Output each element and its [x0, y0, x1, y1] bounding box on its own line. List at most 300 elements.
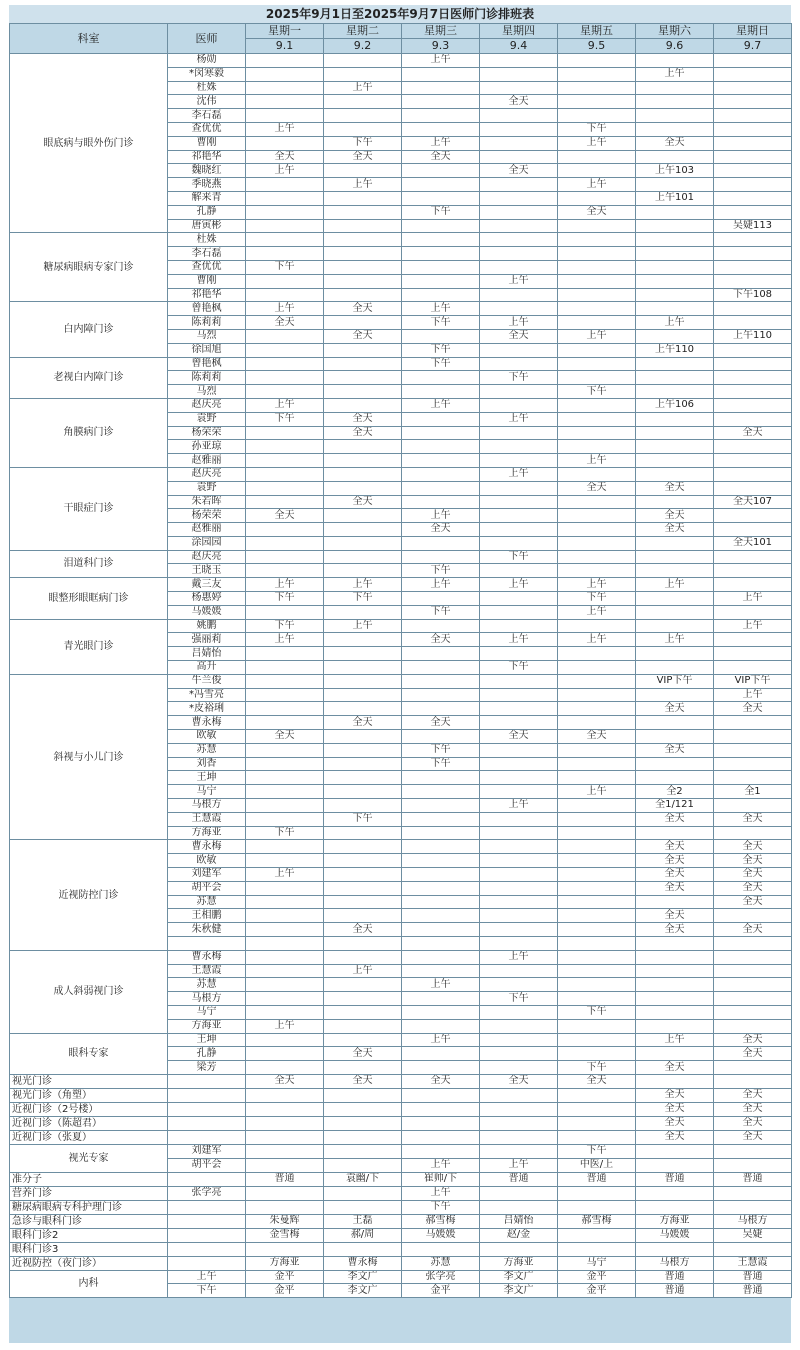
- schedule-cell: 全天: [324, 329, 402, 343]
- schedule-cell: [558, 274, 636, 288]
- doctor-cell: 梁芳: [168, 1061, 246, 1075]
- schedule-cell: 全天: [324, 923, 402, 937]
- schedule-cell: [558, 564, 636, 578]
- schedule-cell: [558, 343, 636, 357]
- schedule-cell: [714, 302, 792, 316]
- schedule-cell: [636, 992, 714, 1006]
- doctor-cell: [168, 1256, 246, 1270]
- schedule-cell: [714, 122, 792, 136]
- schedule-cell: [636, 1047, 714, 1061]
- schedule-cell: [324, 288, 402, 302]
- schedule-cell: 普通: [714, 1270, 792, 1284]
- date-header: 9.1: [246, 39, 324, 54]
- schedule-cell: [714, 909, 792, 923]
- table-row: [10, 1172, 792, 1186]
- schedule-cell: [246, 799, 324, 813]
- schedule-cell: [636, 1200, 714, 1214]
- schedule-cell: [402, 467, 480, 481]
- schedule-cell: [714, 95, 792, 109]
- schedule-cell: [246, 1033, 324, 1047]
- doctor-cell: 马根方: [168, 799, 246, 813]
- schedule-cell: [558, 260, 636, 274]
- doctor-cell: 王慧霞: [168, 812, 246, 826]
- schedule-cell: 下午108: [714, 288, 792, 302]
- schedule-cell: 下午: [402, 1200, 480, 1214]
- schedule-cell: 全天: [636, 868, 714, 882]
- schedule-cell: 全天: [246, 509, 324, 523]
- table-row: [10, 398, 792, 412]
- schedule-cell: [246, 937, 324, 951]
- schedule-cell: 普通: [636, 1172, 714, 1186]
- schedule-cell: 金平: [558, 1270, 636, 1284]
- schedule-cell: 上午: [636, 1033, 714, 1047]
- schedule-cell: [636, 150, 714, 164]
- doctor-cell: 孔静: [168, 205, 246, 219]
- schedule-cell: 方海亚: [636, 1214, 714, 1228]
- schedule-cell: [480, 247, 558, 261]
- schedule-cell: [714, 316, 792, 330]
- schedule-cell: 上午: [636, 316, 714, 330]
- doctor-cell: [168, 1130, 246, 1144]
- doctor-cell: [168, 1102, 246, 1116]
- dept-cell: 近视门诊（陈超君）: [10, 1116, 168, 1130]
- schedule-cell: [714, 799, 792, 813]
- schedule-cell: 上午: [246, 578, 324, 592]
- schedule-cell: [480, 122, 558, 136]
- schedule-cell: [246, 357, 324, 371]
- schedule-cell: [246, 1144, 324, 1158]
- schedule-cell: [246, 219, 324, 233]
- schedule-cell: [480, 178, 558, 192]
- schedule-cell: 中医/上: [558, 1158, 636, 1172]
- doctor-cell: 查优优: [168, 260, 246, 274]
- header-row-weekdays: [10, 24, 792, 39]
- schedule-cell: [714, 978, 792, 992]
- schedule-cell: [246, 785, 324, 799]
- schedule-cell: [714, 1144, 792, 1158]
- schedule-cell: 下午: [480, 371, 558, 385]
- doctor-cell: 苏慧: [168, 895, 246, 909]
- schedule-cell: [636, 716, 714, 730]
- schedule-cell: [558, 95, 636, 109]
- schedule-cell: [324, 937, 402, 951]
- schedule-cell: [480, 826, 558, 840]
- schedule-cell: [324, 1005, 402, 1019]
- schedule-cell: [714, 661, 792, 675]
- schedule-cell: 下午: [246, 619, 324, 633]
- dept-cell: 眼科专家: [10, 1033, 168, 1074]
- schedule-cell: [558, 840, 636, 854]
- schedule-cell: 朱曼辉: [246, 1214, 324, 1228]
- schedule-cell: 全天: [714, 923, 792, 937]
- doctor-cell: 刘香: [168, 757, 246, 771]
- dept-cell: 近视门诊（2号楼）: [10, 1102, 168, 1116]
- schedule-cell: [324, 1130, 402, 1144]
- schedule-cell: 上午: [480, 316, 558, 330]
- table-row: [10, 1186, 792, 1200]
- schedule-cell: [558, 412, 636, 426]
- schedule-cell: 全天: [714, 881, 792, 895]
- schedule-cell: 上午: [402, 509, 480, 523]
- schedule-cell: [246, 481, 324, 495]
- schedule-cell: 上午: [558, 633, 636, 647]
- schedule-cell: [402, 1061, 480, 1075]
- schedule-cell: [402, 854, 480, 868]
- table-row: [10, 840, 792, 854]
- schedule-cell: [246, 909, 324, 923]
- schedule-cell: 下午: [402, 757, 480, 771]
- schedule-cell: [246, 743, 324, 757]
- doctor-cell: 杨荣荣: [168, 426, 246, 440]
- doctor-cell: 孙亚琼: [168, 440, 246, 454]
- schedule-cell: 上午: [246, 398, 324, 412]
- schedule-cell: [246, 1242, 324, 1256]
- schedule-cell: 全天: [636, 881, 714, 895]
- schedule-cell: [480, 440, 558, 454]
- schedule-cell: [402, 1242, 480, 1256]
- schedule-cell: 王慧霞: [714, 1256, 792, 1270]
- schedule-cell: [558, 1116, 636, 1130]
- schedule-cell: 全天: [558, 205, 636, 219]
- schedule-cell: 赵/金: [480, 1228, 558, 1242]
- dept-cell: 眼底病与眼外伤门诊: [10, 54, 168, 233]
- schedule-cell: [558, 1102, 636, 1116]
- schedule-cell: [480, 509, 558, 523]
- schedule-cell: [324, 164, 402, 178]
- dept-cell: 视光门诊: [10, 1074, 168, 1088]
- doctor-cell: 赵雅丽: [168, 523, 246, 537]
- schedule-cell: [246, 329, 324, 343]
- doctor-cell: [168, 1116, 246, 1130]
- schedule-cell: 上午: [246, 868, 324, 882]
- schedule-cell: [246, 716, 324, 730]
- schedule-cell: [246, 550, 324, 564]
- schedule-cell: [324, 467, 402, 481]
- schedule-cell: 全天: [714, 702, 792, 716]
- date-header: 9.4: [480, 39, 558, 54]
- schedule-cell: [636, 467, 714, 481]
- schedule-cell: 全天: [714, 1102, 792, 1116]
- schedule-cell: [402, 329, 480, 343]
- schedule-cell: 全1: [714, 785, 792, 799]
- schedule-cell: 吴婕: [714, 1228, 792, 1242]
- schedule-cell: [246, 978, 324, 992]
- schedule-cell: [636, 440, 714, 454]
- schedule-cell: 普通: [714, 1172, 792, 1186]
- schedule-cell: 上午: [480, 467, 558, 481]
- schedule-cell: [324, 702, 402, 716]
- doctor-cell: 魏晓红: [168, 164, 246, 178]
- date-header: 9.2: [324, 39, 402, 54]
- schedule-cell: [402, 840, 480, 854]
- schedule-cell: 全天: [636, 923, 714, 937]
- schedule-cell: [402, 385, 480, 399]
- schedule-cell: 下午: [402, 605, 480, 619]
- schedule-cell: 李文广: [324, 1270, 402, 1284]
- schedule-cell: [402, 661, 480, 675]
- doctor-cell: 苏慧: [168, 743, 246, 757]
- schedule-cell: 郝雪梅: [558, 1214, 636, 1228]
- doctor-cell: [168, 1242, 246, 1256]
- schedule-cell: [714, 164, 792, 178]
- schedule-cell: 全天: [714, 1116, 792, 1130]
- schedule-cell: [480, 868, 558, 882]
- schedule-cell: [246, 950, 324, 964]
- doctor-cell: 季晓燕: [168, 178, 246, 192]
- schedule-cell: [714, 578, 792, 592]
- schedule-cell: 上午: [636, 578, 714, 592]
- schedule-cell: 下午: [402, 205, 480, 219]
- schedule-cell: [558, 191, 636, 205]
- schedule-cell: [246, 854, 324, 868]
- schedule-cell: [714, 992, 792, 1006]
- doctor-cell: 胡平会: [168, 881, 246, 895]
- schedule-cell: [636, 95, 714, 109]
- schedule-cell: [246, 964, 324, 978]
- schedule-cell: [402, 812, 480, 826]
- table-row: [10, 578, 792, 592]
- schedule-cell: [714, 1019, 792, 1033]
- schedule-cell: [246, 95, 324, 109]
- doctor-cell: [168, 1088, 246, 1102]
- doctor-cell: 朱秋健: [168, 923, 246, 937]
- schedule-cell: [246, 523, 324, 537]
- schedule-cell: [480, 1005, 558, 1019]
- doctor-cell: 赵庆亮: [168, 550, 246, 564]
- schedule-cell: [714, 743, 792, 757]
- doctor-cell: 王慧霞: [168, 964, 246, 978]
- schedule-cell: [324, 771, 402, 785]
- schedule-cell: [714, 523, 792, 537]
- schedule-cell: [636, 826, 714, 840]
- doctor-cell: 祁艳华: [168, 150, 246, 164]
- schedule-cell: [636, 122, 714, 136]
- schedule-cell: 全天: [402, 1074, 480, 1088]
- schedule-cell: [558, 1228, 636, 1242]
- schedule-cell: 上午: [558, 454, 636, 468]
- doctor-cell: 赵庆亮: [168, 467, 246, 481]
- weekday-header: 星期六: [636, 24, 714, 39]
- schedule-cell: [324, 219, 402, 233]
- schedule-cell: [714, 633, 792, 647]
- schedule-cell: [636, 647, 714, 661]
- dept-cell: 泪道科门诊: [10, 550, 168, 578]
- schedule-cell: 全天: [324, 716, 402, 730]
- schedule-cell: [402, 1047, 480, 1061]
- schedule-cell: 马宁: [558, 1256, 636, 1270]
- schedule-cell: 上午: [480, 633, 558, 647]
- doctor-cell: 高升: [168, 661, 246, 675]
- schedule-cell: 全天: [714, 868, 792, 882]
- schedule-cell: [714, 150, 792, 164]
- schedule-cell: [714, 467, 792, 481]
- schedule-cell: [558, 826, 636, 840]
- schedule-cell: [246, 247, 324, 261]
- schedule-cell: [402, 964, 480, 978]
- schedule-cell: 下午: [402, 743, 480, 757]
- schedule-cell: [480, 1047, 558, 1061]
- table-row: [10, 357, 792, 371]
- schedule-cell: [246, 371, 324, 385]
- schedule-cell: 下午: [324, 812, 402, 826]
- schedule-cell: 下午: [558, 122, 636, 136]
- table-row: [10, 950, 792, 964]
- schedule-cell: [402, 826, 480, 840]
- schedule-cell: [402, 412, 480, 426]
- schedule-cell: [402, 688, 480, 702]
- schedule-cell: [324, 109, 402, 123]
- schedule-cell: [324, 54, 402, 68]
- schedule-cell: [558, 661, 636, 675]
- doctor-cell: 刘建军: [168, 868, 246, 882]
- schedule-cell: [558, 895, 636, 909]
- schedule-cell: [246, 178, 324, 192]
- schedule-cell: [402, 1130, 480, 1144]
- schedule-cell: [714, 1158, 792, 1172]
- schedule-cell: 全天: [636, 481, 714, 495]
- schedule-cell: 上午: [402, 1033, 480, 1047]
- schedule-cell: 全天: [636, 702, 714, 716]
- schedule-cell: 方海亚: [246, 1256, 324, 1270]
- table-row: [10, 1214, 792, 1228]
- schedule-cell: 全天: [480, 95, 558, 109]
- schedule-cell: [246, 1061, 324, 1075]
- schedule-cell: [480, 109, 558, 123]
- schedule-cell: [402, 881, 480, 895]
- schedule-cell: 全天: [324, 302, 402, 316]
- schedule-cell: [558, 1242, 636, 1256]
- schedule-cell: [714, 260, 792, 274]
- schedule-cell: [480, 909, 558, 923]
- schedule-cell: [714, 937, 792, 951]
- schedule-cell: [324, 1200, 402, 1214]
- schedule-cell: [324, 550, 402, 564]
- table-row: [10, 1242, 792, 1256]
- dept-cell: 眼整形眼眶病门诊: [10, 578, 168, 619]
- schedule-cell: [714, 1074, 792, 1088]
- doctor-cell: 查优优: [168, 122, 246, 136]
- schedule-cell: [714, 1200, 792, 1214]
- dept-cell: 近视防控门诊: [10, 840, 168, 950]
- schedule-cell: [480, 343, 558, 357]
- schedule-cell: 上午101: [636, 191, 714, 205]
- doctor-cell: 赵雅丽: [168, 454, 246, 468]
- schedule-cell: [636, 550, 714, 564]
- schedule-cell: [402, 440, 480, 454]
- schedule-cell: [402, 233, 480, 247]
- schedule-cell: [324, 385, 402, 399]
- schedule-cell: [636, 412, 714, 426]
- doctor-cell: 曹永梅: [168, 716, 246, 730]
- schedule-cell: 上午: [246, 302, 324, 316]
- dept-cell: 眼科门诊2: [10, 1228, 168, 1242]
- doctor-cell: 下午: [168, 1284, 246, 1298]
- schedule-cell: [324, 95, 402, 109]
- schedule-cell: [246, 1116, 324, 1130]
- schedule-cell: [480, 895, 558, 909]
- dept-cell: 急诊与眼科门诊: [10, 1214, 168, 1228]
- schedule-cell: [558, 1033, 636, 1047]
- doctor-cell: 祁艳华: [168, 288, 246, 302]
- schedule-cell: 上午: [402, 54, 480, 68]
- schedule-cell: 下午: [558, 1144, 636, 1158]
- schedule-cell: [480, 812, 558, 826]
- schedule-cell: [714, 950, 792, 964]
- schedule-cell: [402, 950, 480, 964]
- schedule-cell: 下午: [402, 357, 480, 371]
- doctor-cell: 马媛媛: [168, 605, 246, 619]
- schedule-cell: [714, 771, 792, 785]
- schedule-cell: [558, 1130, 636, 1144]
- schedule-cell: [636, 288, 714, 302]
- schedule-cell: [558, 1088, 636, 1102]
- schedule-cell: 全天: [558, 1074, 636, 1088]
- schedule-cell: [480, 674, 558, 688]
- schedule-cell: 全天: [714, 854, 792, 868]
- schedule-cell: [402, 895, 480, 909]
- schedule-cell: [714, 1061, 792, 1075]
- schedule-cell: VIP下午: [714, 674, 792, 688]
- schedule-cell: 全2: [636, 785, 714, 799]
- schedule-cell: [402, 426, 480, 440]
- schedule-cell: 苏慧: [402, 1256, 480, 1270]
- schedule-cell: [636, 385, 714, 399]
- schedule-cell: [324, 564, 402, 578]
- schedule-cell: 全天: [246, 150, 324, 164]
- table-row: [10, 1228, 792, 1242]
- schedule-cell: [402, 937, 480, 951]
- schedule-cell: 下午: [324, 136, 402, 150]
- schedule-cell: 全天: [714, 1033, 792, 1047]
- schedule-cell: 金平: [246, 1270, 324, 1284]
- dept-cell: 角膜病门诊: [10, 398, 168, 467]
- schedule-cell: [402, 1116, 480, 1130]
- schedule-cell: [324, 357, 402, 371]
- dept-cell: 糖尿病眼病专科护理门诊: [10, 1200, 168, 1214]
- schedule-cell: [558, 854, 636, 868]
- doctor-cell: 方海亚: [168, 826, 246, 840]
- schedule-cell: [558, 550, 636, 564]
- schedule-cell: [480, 647, 558, 661]
- schedule-cell: [324, 509, 402, 523]
- schedule-cell: 普通: [714, 1284, 792, 1298]
- schedule-cell: [480, 150, 558, 164]
- schedule-cell: 全天: [480, 164, 558, 178]
- table-row: [10, 1088, 792, 1102]
- doctor-cell: 强丽莉: [168, 633, 246, 647]
- schedule-cell: [558, 1186, 636, 1200]
- schedule-cell: [402, 495, 480, 509]
- schedule-cell: [480, 1061, 558, 1075]
- schedule-cell: [558, 247, 636, 261]
- schedule-cell: 全天: [636, 909, 714, 923]
- schedule-cell: [480, 454, 558, 468]
- schedule-cell: [558, 54, 636, 68]
- schedule-cell: [402, 274, 480, 288]
- schedule-cell: [324, 205, 402, 219]
- schedule-cell: [636, 357, 714, 371]
- doctor-cell: 胡平会: [168, 1158, 246, 1172]
- schedule-cell: 下午: [480, 550, 558, 564]
- schedule-cell: [714, 136, 792, 150]
- schedule-cell: [480, 219, 558, 233]
- schedule-cell: 上午: [324, 619, 402, 633]
- schedule-cell: [636, 454, 714, 468]
- schedule-cell: [246, 191, 324, 205]
- schedule-cell: [402, 260, 480, 274]
- schedule-cell: [558, 302, 636, 316]
- doctor-cell: 欧敏: [168, 730, 246, 744]
